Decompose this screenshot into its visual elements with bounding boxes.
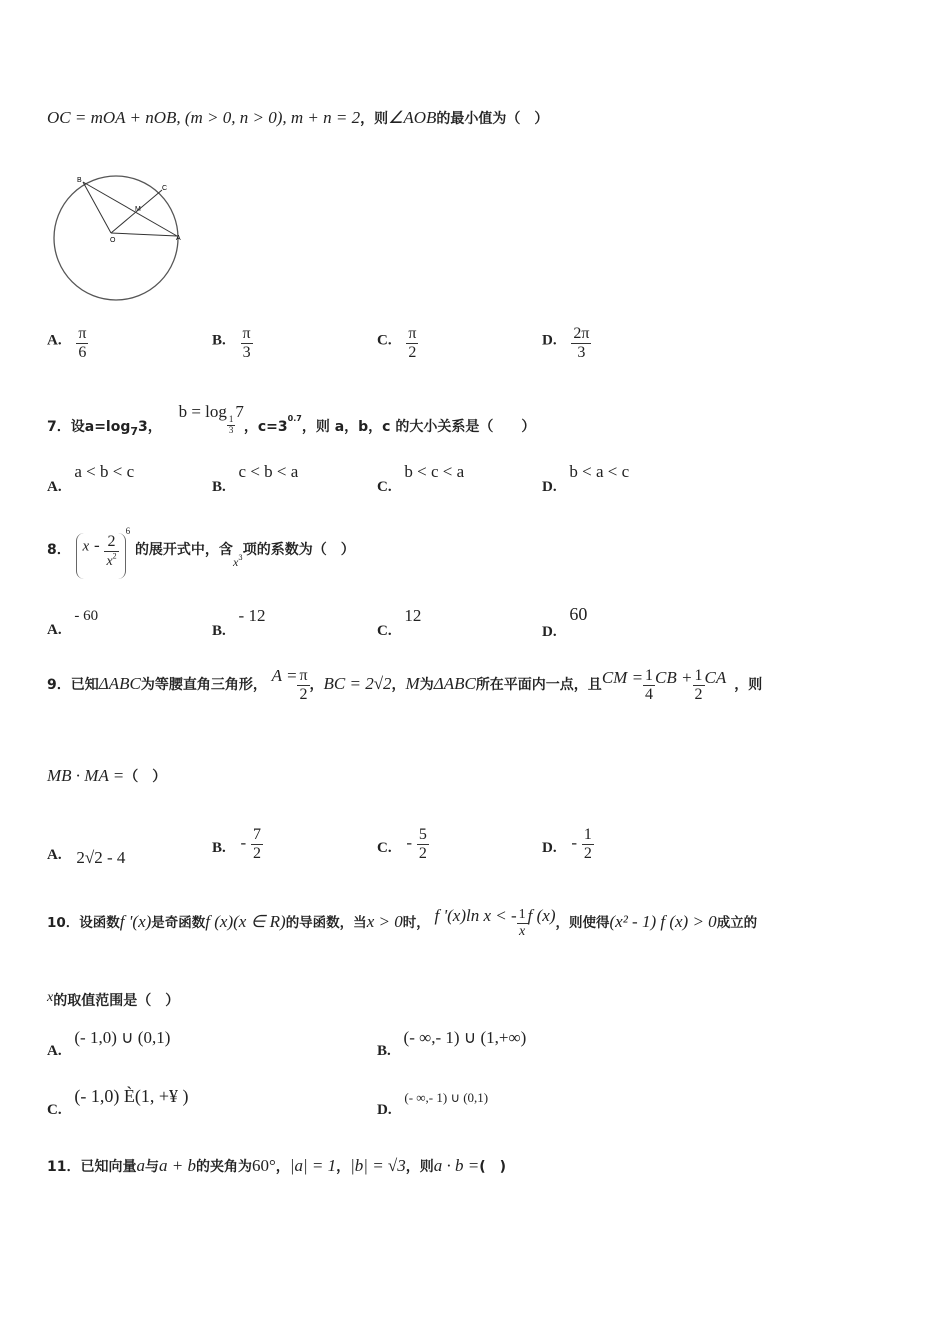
q10-option-d[interactable]: D. (- ∞,- 1) ∪ (0,1) (377, 1090, 489, 1118)
q6-stem: OC = mOA + nOB, (m > 0, n > 0), m + n = 2，则∠AOB的最小值为（ ） (47, 108, 549, 127)
q10-option-c[interactable]: C. (- 1,0) È(1, +¥ ) (47, 1086, 189, 1118)
q6-option-d[interactable]: D. $\frac{2\pi}{3}$ (542, 325, 590, 361)
circle (54, 176, 178, 300)
q9-option-b[interactable]: B. - $\frac{7}{2}$ (212, 826, 261, 862)
q10-option-a[interactable]: A. (- 1,0) ∪ (0,1) (47, 1028, 171, 1059)
q10-stem: 10．设函数f '(x)是奇函数f (x)(x ∈ R)的导函数，当x > 0时， f '(x)ln x < - $\frac{1}{x}$ f (x)，则使得(x² - 1) f (x) > 0成立的 (47, 906, 758, 939)
q8-option-d[interactable]: D. 60 (542, 604, 588, 640)
fig-label-b: B (77, 177, 82, 184)
q6-option-b[interactable]: B. $\frac{\pi}{3}$ (212, 325, 251, 361)
q9-line2: MB · MA =（ ） (47, 766, 167, 785)
fig-label-c: C (162, 185, 168, 192)
fig-label-o: O (110, 237, 116, 244)
q9-option-a[interactable]: A. 2√2 - 4 (47, 847, 126, 867)
q6-circle-figure (40, 160, 220, 305)
q11-stem: 11．已知向量a与a + b的夹角为60°，|a| = 1，|b| = √3，则a · b =( ) (47, 1156, 507, 1175)
q7-b-expression: b = log $\frac{1}{3}$ 7 (178, 402, 244, 435)
q6-angle: ∠AOB (388, 108, 437, 127)
fig-label-m: M (135, 206, 141, 213)
q7-option-d[interactable]: D. b < a < c (542, 462, 630, 495)
fig-label-a: A (176, 235, 181, 242)
q8-binomial: x - $\frac{2}{x^2}$ (76, 533, 126, 579)
q6-vector-equation: OC = mOA + nOB, (m > 0, n > 0), m + n = 2 (47, 108, 361, 127)
q8-option-c[interactable]: C. 12 (377, 606, 422, 639)
q6-option-c[interactable]: C. $\frac{\pi}{2}$ (377, 325, 417, 361)
segment-oa (111, 233, 177, 236)
q6-option-a[interactable]: A. $\frac{\pi}{6}$ (47, 325, 87, 361)
q9-option-d[interactable]: D. - $\frac{1}{2}$ (542, 826, 592, 862)
q9-stem: 9．已知ΔABC为等腰直角三角形， A = $\frac{\pi}{2}$ ，BC = 2√2，M为ΔABC所在平面内一点，且CM = $\frac{1}{4}$ CB + $\frac{1}{2}$ CA ，则 (47, 666, 763, 703)
q8-stem: 8． x - $\frac{2}{x^2}$ $^6$ 的展开式中，含$_x$3项的系数为（ ） (47, 526, 355, 579)
q7-option-a[interactable]: A. a < b < c (47, 462, 135, 495)
q7-stem: 7．设$a=\log_73$， b = log $\frac{1}{3}$ 7，$c=3^{0.7}$，则 a，b，c 的大小关系是（ ） (47, 402, 536, 438)
q8-option-b[interactable]: B. - 12 (212, 606, 266, 639)
q10-line2: x的取值范围是（ ） (47, 990, 180, 1009)
q9-option-c[interactable]: C. - $\frac{5}{2}$ (377, 826, 427, 862)
q8-option-a[interactable]: A. - 60 (47, 608, 99, 638)
q10-option-b[interactable]: B. (- ∞,- 1) ∪ (1,+∞) (377, 1028, 527, 1059)
q7-option-b[interactable]: B. c < b < a (212, 462, 299, 495)
q7-option-c[interactable]: C. b < c < a (377, 462, 465, 495)
